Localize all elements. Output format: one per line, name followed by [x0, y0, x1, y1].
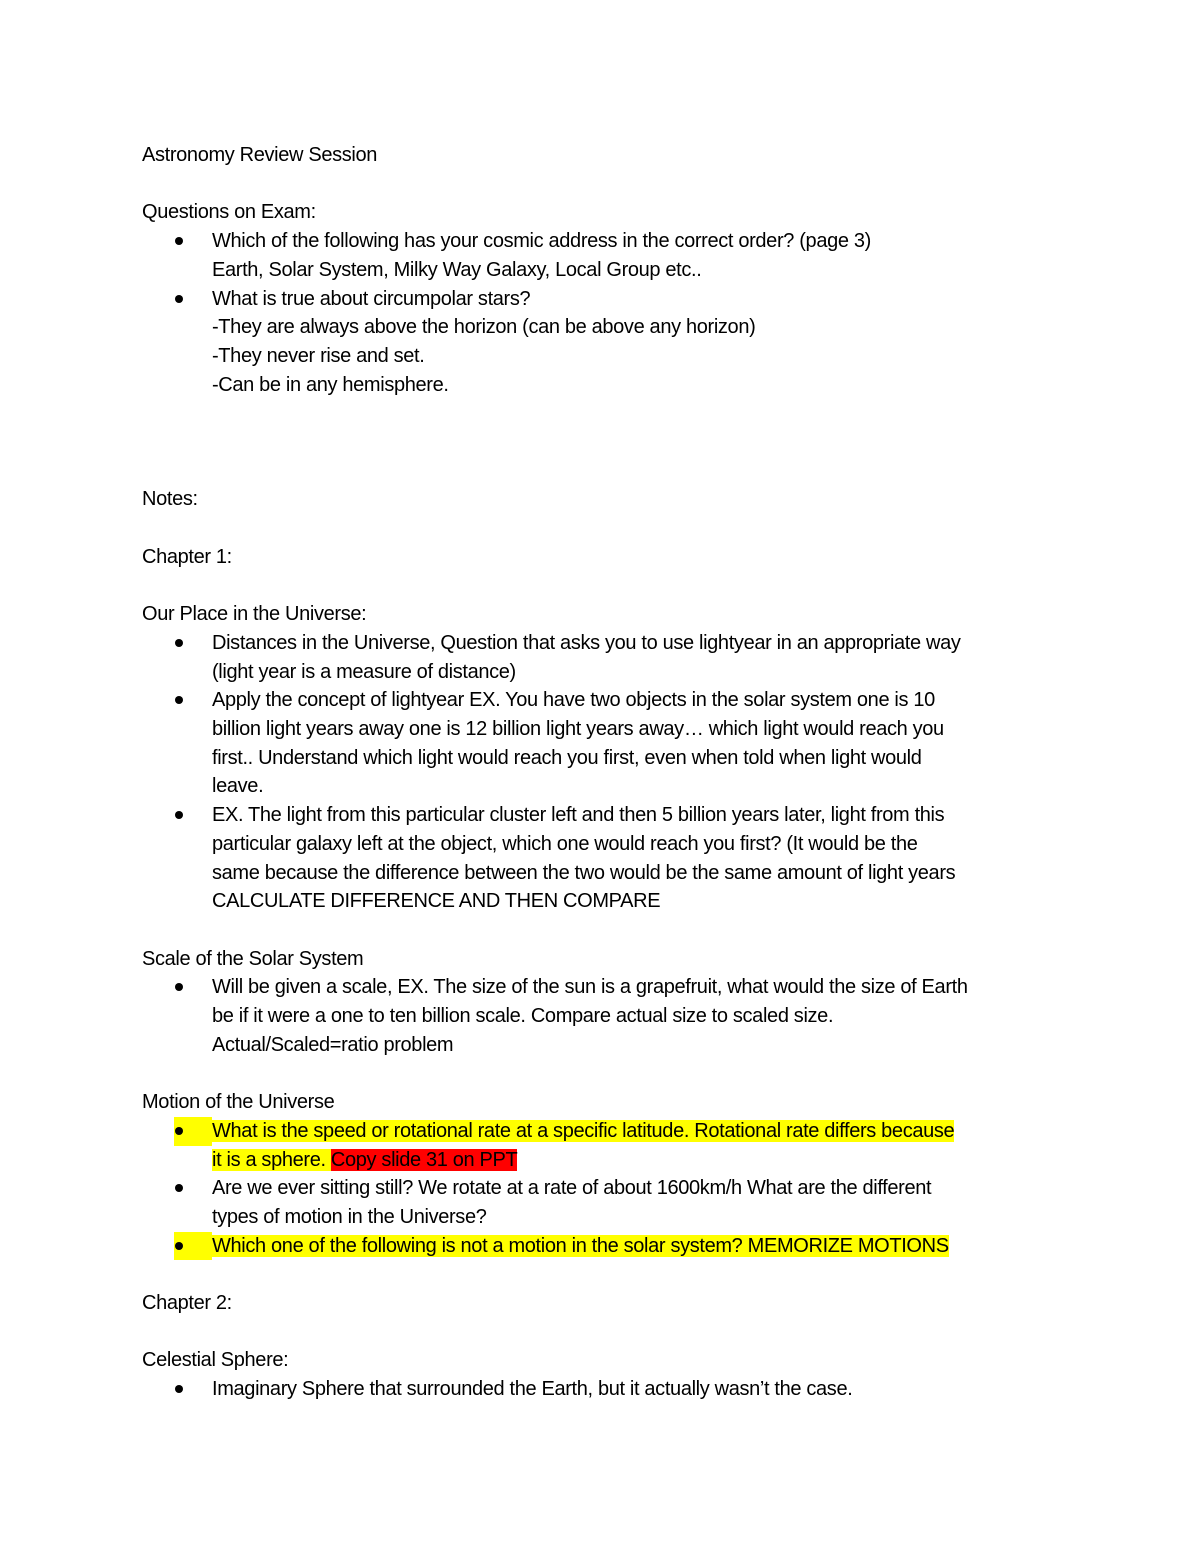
bullet-icon — [175, 811, 183, 819]
list-item: Are we ever sitting still? We rotate at a rate of about 1600km/h What are the different types of motion in the Universe? — [142, 1174, 1062, 1231]
document-title: Astronomy Review Session — [142, 144, 378, 166]
bullet-icon — [175, 983, 183, 991]
bullet-icon — [175, 639, 183, 647]
bullet-icon — [175, 1184, 183, 1192]
list-item: Imaginary Sphere that surrounded the Earth, but it actually wasn’t the case. — [142, 1375, 1062, 1404]
list-item: Apply the concept of lightyear EX. You have two objects in the solar system one is 10 billion light years away one is 12 billion light years away… which light would reach you first.. Understand which light would reach you first, even when told when light would leave. — [142, 686, 1062, 801]
list-item: Will be given a scale, EX. The size of the sun is a grapefruit, what would the size of Earth be if it were a one to ten billion scale. Compare actual size to scaled size. Actual/Scaled=ratio problem — [142, 973, 1062, 1059]
list-item: EX. The light from this particular cluster left and then 5 billion years later, light from this particular galaxy left at the object, which one would reach you first? (It would be the same because the difference between the two would be the same amount of light years CALCULATE DIFFERENCE AND THEN COMPARE — [142, 801, 1062, 916]
highlighted-text: What is the speed or rotational rate at a specific latitude. Rotational rate differs because — [212, 1119, 955, 1142]
chapter1-heading: Chapter 1: — [142, 545, 232, 568]
list-item — [142, 1117, 1062, 1174]
scale-list — [142, 973, 1062, 1059]
questions-list — [142, 227, 1062, 399]
questions-heading: Questions on Exam: — [142, 201, 316, 224]
bullet-icon — [175, 696, 183, 704]
highlighted-text: Which one of the following is not a motion in the solar system? MEMORIZE MOTIONS — [212, 1234, 949, 1257]
red-highlighted-text: Copy slide 31 on PPT — [330, 1148, 518, 1171]
bullet-icon — [175, 295, 183, 303]
celestial-heading: Celestial Sphere: — [142, 1349, 289, 1372]
document-body — [142, 141, 1062, 1404]
scale-heading: Scale of the Solar System — [142, 947, 364, 970]
bullet-icon — [175, 237, 183, 245]
motion-heading: Motion of the Universe — [142, 1091, 335, 1114]
notes-heading: Notes: — [142, 488, 198, 511]
bullet-icon — [175, 1385, 183, 1393]
bullet-icon — [175, 1127, 183, 1135]
bullet-icon — [175, 1242, 183, 1250]
place-heading: Our Place in the Universe: — [142, 603, 367, 626]
list-item — [142, 1232, 1062, 1261]
list-item: What is true about circumpolar stars? -They are always above the horizon (can be above any horizon) -They never rise and set. -Can be in any hemisphere. — [142, 285, 1062, 400]
list-item: Distances in the Universe, Question that asks you to use lightyear in an appropriate way (light year is a measure of distance) — [142, 629, 1062, 686]
list-item: Which of the following has your cosmic address in the correct order? (page 3) Earth, Solar System, Milky Way Galaxy, Local Group etc.. — [142, 227, 1062, 284]
chapter2-heading: Chapter 2: — [142, 1292, 232, 1315]
highlighted-text: it is a sphere. — [212, 1148, 326, 1171]
place-list — [142, 629, 1062, 916]
motion-list — [142, 1117, 1062, 1261]
celestial-list — [142, 1375, 1062, 1404]
